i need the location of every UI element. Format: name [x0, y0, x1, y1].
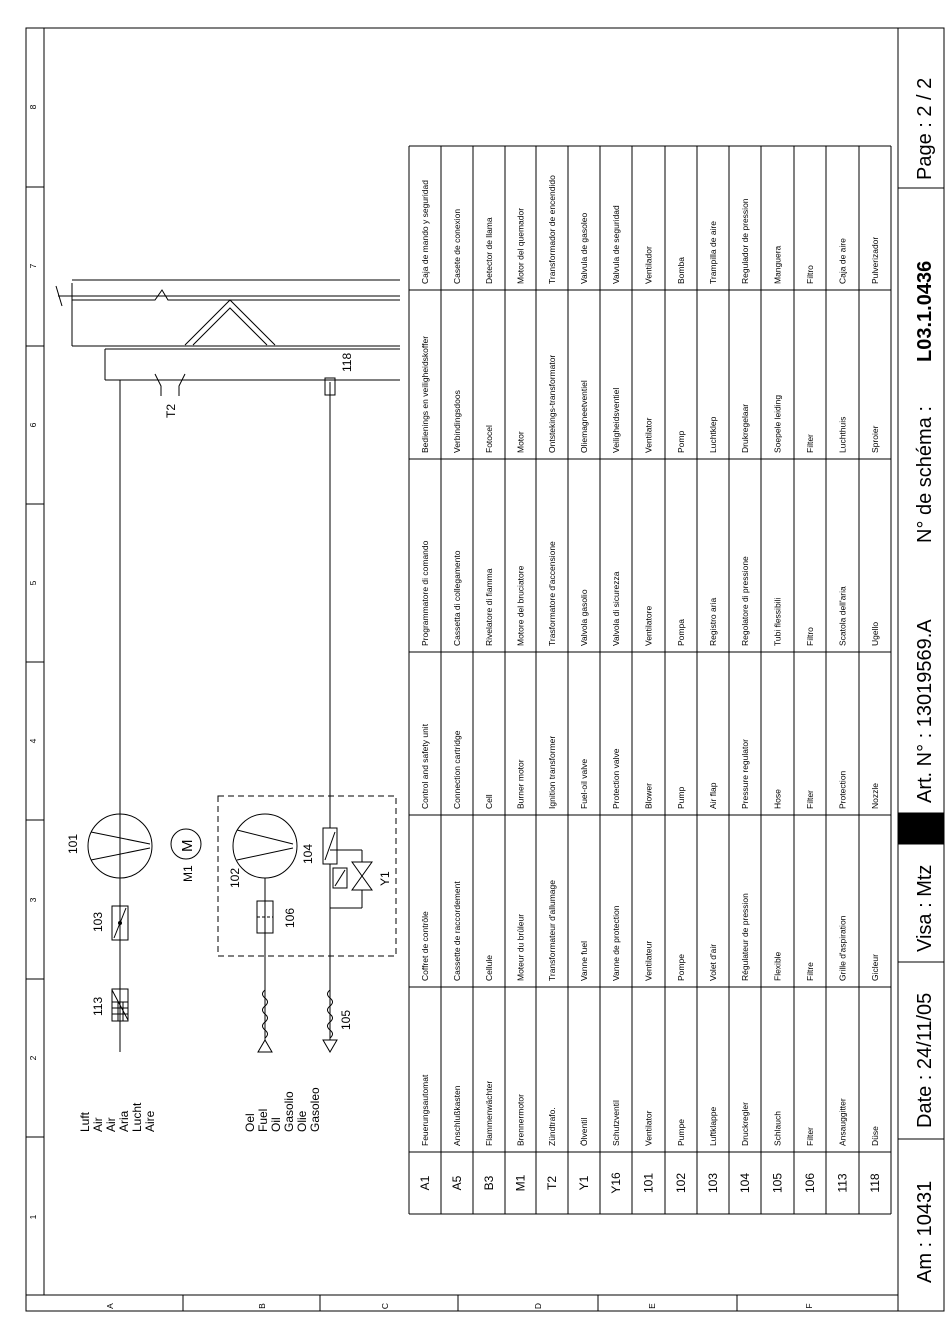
ignition-electrode: [155, 374, 161, 396]
legend-code: T2: [545, 1175, 559, 1191]
air-label: Aire: [143, 1110, 157, 1132]
legend-cell: Casete de conexion: [452, 208, 462, 284]
legend-cell: Flammenwächter: [484, 1080, 494, 1146]
oil-label: Olie: [295, 1110, 309, 1132]
date: Date : 24/11/05: [914, 992, 936, 1128]
title-block-texts: [914, 78, 936, 1283]
legend-cell: Pulverizador: [870, 236, 880, 284]
legend-cell: Volet d'air: [708, 943, 718, 981]
legend-cell: Vanne de protection: [611, 905, 621, 981]
legend-cell: Protection: [837, 770, 848, 809]
legend-cell: Bomba: [676, 257, 686, 284]
legend-cell: Caja de aire: [837, 238, 848, 284]
flow-diagram: [56, 280, 400, 1052]
legend-cell: Pompa: [676, 619, 686, 646]
column-label: 4: [28, 738, 38, 744]
motor-symbol: M: [179, 839, 196, 852]
legend-code: 102: [674, 1172, 688, 1194]
legend-cell: Connection cartridge: [452, 730, 462, 809]
legend-cell: Motore del bruciatore: [515, 565, 526, 646]
legend-cell: Transformador de encendido: [547, 175, 557, 284]
legend-cell: Registro aria: [708, 597, 718, 646]
legend-cell: Luftklappe: [708, 1106, 718, 1146]
legend-cell: Gicleur: [870, 954, 880, 981]
legend-cell: Zündtrafo.: [547, 1107, 557, 1146]
legend-cell: Anschlußkasten: [452, 1085, 462, 1146]
row-label: B: [257, 1303, 267, 1309]
legend-code: A1: [418, 1175, 432, 1191]
column-label: 2: [28, 1055, 38, 1061]
legend-cell: Filter: [805, 434, 815, 453]
legend-cell: Verbindingsdoos: [452, 390, 462, 453]
legend-cell: Ölventil: [579, 1117, 589, 1146]
legend-code: Y16: [609, 1172, 623, 1194]
oil-label: Fuel: [256, 1108, 270, 1132]
legend-cell: Valvola di sicurezza: [611, 571, 621, 646]
legend-cell: Ventilador: [643, 246, 654, 284]
legend-cell: Moteur du brûleur: [515, 913, 526, 981]
column-label: 6: [28, 422, 38, 428]
legend-cell: Hose: [772, 789, 783, 809]
tag-101: 101: [66, 833, 80, 854]
legend-cell: Detector de llama: [484, 217, 494, 284]
legend-code: B3: [482, 1175, 496, 1191]
air-label: Aria: [117, 1110, 131, 1132]
legend-cell: Trasformatore d'accensione: [547, 541, 557, 646]
legend-cell: Ventilatore: [643, 605, 654, 646]
tag-113: 113: [91, 996, 105, 1016]
legend-cell: Motor: [515, 431, 526, 453]
column-label: 5: [28, 580, 38, 586]
row-label: C: [380, 1302, 390, 1310]
legend-cell: Programmatore di comando: [420, 540, 430, 646]
row-label: F: [804, 1303, 814, 1309]
row-label: D: [533, 1302, 543, 1310]
air-label: Lucht: [130, 1102, 144, 1132]
legend-cell: Luchthuis: [837, 416, 848, 453]
tag-103: 103: [91, 911, 105, 932]
legend-cell: Cellule: [484, 955, 494, 981]
column-label: 1: [28, 1214, 38, 1220]
tag-105: 105: [339, 1009, 353, 1030]
legend-cell: Veiligheidsventiel: [611, 387, 621, 453]
legend-cell: Filtre: [805, 962, 815, 981]
tag-118: 118: [340, 352, 354, 372]
legend-cell: Valvola gasolio: [579, 589, 589, 646]
row-label: A: [105, 1303, 115, 1309]
legend-cell: Düse: [870, 1126, 880, 1146]
legend-cell: Filtro: [805, 627, 815, 646]
legend-cell: Sproier: [870, 425, 880, 453]
legend-cell: Burner motor: [515, 759, 526, 809]
legend-cell: Soepele leiding: [772, 394, 783, 453]
legend-cell: Valvula de gasoleo: [579, 212, 589, 284]
legend-cell: Nozzle: [870, 783, 880, 809]
legend-cell: Brennermotor: [515, 1094, 526, 1146]
legend-cell: Vanne fuel: [579, 940, 589, 981]
legend-cell: Filter: [805, 790, 815, 809]
legend-cell: Ventilateur: [643, 940, 654, 981]
legend-cell: Drukregelaar: [740, 403, 750, 453]
legend-code: Y1: [577, 1175, 591, 1191]
legend-cell: Rivelatore di fiamma: [484, 568, 494, 646]
legend-cell: Schlauch: [772, 1111, 783, 1146]
tag-t2: T2: [164, 403, 178, 418]
oil-label: Gasoleo: [308, 1087, 322, 1132]
legend-cell: Air flap: [708, 782, 718, 809]
legend-cell: Ventilator: [643, 1110, 654, 1146]
legend-cell: Régulateur de pression: [740, 893, 750, 981]
legend-cell: Trampilla de aire: [708, 221, 718, 284]
pump-group: [218, 796, 396, 956]
legend-code: 104: [738, 1172, 752, 1194]
am-number: Am : 10431: [914, 1180, 936, 1283]
legend-cell: Oliemagneetventiel: [579, 380, 589, 453]
legend-cell: Pomp: [676, 430, 686, 453]
legend-cell: Ontstekings-transformator: [547, 354, 557, 453]
legend-cell: Pressure regulator: [740, 739, 750, 809]
legend-cell: Luchtklep: [708, 416, 718, 453]
legend-cell: Valvula de seguridad: [611, 205, 621, 284]
row-labels: [105, 1303, 814, 1309]
tag-y1: Y1: [378, 871, 392, 886]
legend-cell: Caja de mando y seguridad: [420, 180, 430, 284]
legend-cell: Filter: [805, 1127, 815, 1146]
legend-cell: Control and safety unit: [420, 723, 430, 809]
tag-102: 102: [228, 867, 242, 888]
page-number: Page : 2 / 2: [914, 77, 936, 180]
legend-cell: Cassette de raccordement: [452, 881, 462, 981]
legend-cell: Fuel-oil valve: [579, 758, 589, 809]
legend-cell: Regulador de pression: [740, 198, 750, 284]
legend-cell: Ventilator: [643, 417, 654, 453]
air-label: Luft: [78, 1111, 92, 1132]
legend-cell: Bedienings en veiligheidskoffer: [420, 335, 430, 453]
legend-cell: Fotocel: [484, 425, 494, 453]
row-label: E: [647, 1303, 657, 1309]
legend-cell: Pompe: [676, 954, 686, 981]
schema-value: L03.1.0436: [914, 260, 936, 362]
legend-code: A5: [450, 1175, 464, 1191]
air-label: Air: [91, 1117, 105, 1132]
legend-cell: Cassetta di collegamento: [452, 550, 462, 646]
visa: Visa : Mtz: [914, 864, 936, 952]
legend-table: [409, 146, 891, 1214]
legend-cell: Feuerungsautomat: [420, 1074, 430, 1146]
article-number: Art. N° : 13019569.A: [914, 619, 936, 803]
diagram-labels: [66, 353, 392, 1132]
legend-cell: Motor del quemador: [515, 207, 526, 284]
legend-cell: Scatola dell'aria: [837, 586, 848, 646]
tag-104: 104: [301, 843, 315, 864]
legend-cell: Transformateur d'allumage: [547, 880, 557, 981]
oil-label: Oil: [269, 1117, 283, 1132]
ignition-electrode: [179, 374, 185, 396]
tag-106: 106: [283, 907, 297, 928]
pump-102: [233, 814, 297, 878]
legend-code: 101: [641, 1172, 656, 1194]
oil-return-triangle: [323, 1040, 337, 1052]
legend-cell: Ansauggitter: [837, 1098, 848, 1146]
oil-label: Oel: [243, 1113, 257, 1132]
legend-cell: Schutzventil: [611, 1100, 621, 1146]
legend-cell: Druckregler: [740, 1102, 750, 1146]
legend-cell: Filtro: [805, 265, 815, 284]
air-label: Air: [104, 1117, 118, 1132]
tag-m1: M1: [181, 865, 195, 882]
legend-cell: Protection valve: [611, 748, 621, 809]
legend-cell: Coffret de contrôle: [420, 911, 430, 981]
legend-cell: Regolatore di pressione: [740, 556, 750, 646]
legend-cell: Tubi flessibili: [772, 597, 783, 646]
legend-cell: Pump: [676, 786, 686, 809]
schema-label: N° de schéma :: [914, 406, 936, 543]
column-label: 7: [28, 263, 38, 269]
legend-code: M1: [513, 1174, 528, 1192]
title-block-mark: [898, 813, 944, 844]
legend-cell: Ugello: [870, 621, 880, 646]
legend-cell: Grille d'aspiration: [837, 915, 848, 981]
legend-cell: Manguera: [772, 245, 783, 284]
legend-code: 103: [706, 1172, 720, 1194]
valve-y1: [352, 862, 372, 890]
oil-label: Gasolio: [282, 1091, 296, 1132]
column-label: 8: [28, 104, 38, 110]
column-label: 3: [28, 897, 38, 903]
legend-cell: Blower: [643, 783, 654, 809]
legend-code: 105: [770, 1172, 785, 1194]
legend-code: 106: [803, 1172, 817, 1194]
legend-cell: Pumpe: [676, 1119, 686, 1146]
legend-code: 113: [835, 1173, 850, 1193]
legend-cell: Cell: [484, 794, 494, 809]
legend-cell: Flexible: [772, 951, 783, 981]
legend-cell: Ignition transformer: [547, 735, 557, 809]
legend-code: 118: [868, 1173, 882, 1193]
oil-suction-triangle: [258, 1040, 272, 1052]
